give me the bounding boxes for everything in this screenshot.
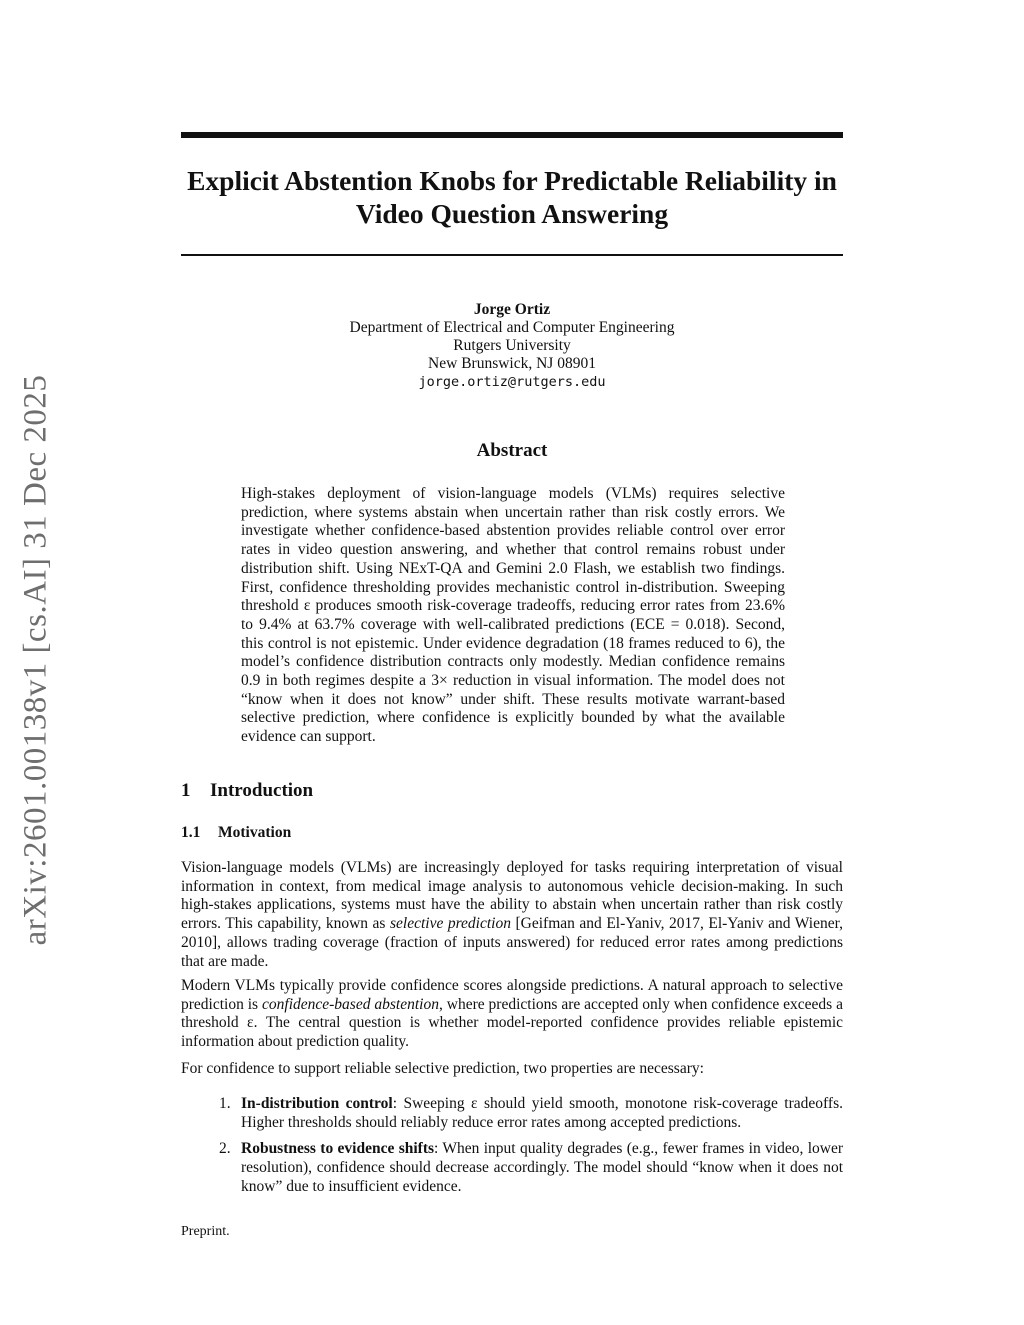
emphasis-selective-prediction: selective prediction: [389, 915, 511, 933]
abstract-heading: Abstract: [476, 440, 548, 461]
list-marker: 1.: [219, 1095, 231, 1112]
section-heading-introduction: [181, 780, 313, 802]
subsection-title: Motivation: [218, 824, 292, 841]
paper-title: Explicit Abstention Knobs for Predictable Reliability in Video Question Answering: [187, 165, 837, 229]
emphasis-confidence-based-abstention: confidence-based abstention: [262, 995, 439, 1013]
author-address: New Brunswick, NJ 08901: [428, 355, 596, 372]
author-name: Jorge Ortiz: [473, 301, 551, 318]
arxiv-identifier-stamp: arXiv:2601.00138v1 [cs.AI] 31 Dec 2025: [17, 374, 54, 946]
list-marker: 2.: [219, 1140, 231, 1158]
list-item: [181, 1140, 843, 1196]
subsection-heading-motivation: [181, 824, 291, 842]
author-block: [181, 301, 843, 391]
preprint-footer: Preprint.: [181, 1224, 230, 1239]
title-bottom-rule: [181, 254, 843, 256]
intro-paragraph-2: Modern VLMs typically provide confidence scores alongside predictions. A natural approach to selective prediction is confidence-based abstention, where predictions are accepted only when confidence exceeds a threshold ε. The central question is whether model-reported confidence provides reliable epistemic information about prediction quality.: [181, 977, 843, 1051]
list-item-text: : Sweeping ε should yield smooth, monotone risk-coverage tradeoffs. Higher thresholds should reliably reduce error rates among accepted predictions.: [241, 1095, 843, 1131]
list-item-term: In-distribution control: [241, 1095, 393, 1112]
author-department: Department of Electrical and Computer Engineering: [349, 319, 675, 336]
list-item-term: Robustness to evidence shifts: [241, 1140, 435, 1158]
properties-list: [181, 1095, 843, 1205]
list-item-text: : When input quality degrades (e.g., fewer frames in video, lower resolution), confidence should decrease accordingly. The model should “know when it does not know” due to insufficient evidence.: [241, 1140, 843, 1195]
title-top-rule: [181, 132, 843, 138]
intro-paragraph-3: For confidence to support reliable selective prediction, two properties are necessary:: [181, 1060, 704, 1077]
list-item: [181, 1095, 843, 1132]
abstract-text: High-stakes deployment of vision-language models (VLMs) requires selective prediction, where systems abstain when uncertain rather than risk costly errors. We investigate whether confidence-based abstention provides reliable control over error rates in video question answering, and whether that control remains robust under distribution shift. Using NExT-QA and Gemini 2.0 Flash, we establish two findings. First, confidence thresholding provides mechanistic control in-distribution. Sweeping threshold ε produces smooth risk-coverage tradeoffs, reducing error rates from 23.6% to 9.4% at 63.7% coverage with well-calibrated predictions (ECE = 0.018). Second, this control is not epistemic. Under evidence degradation (18 frames reduced to 6), the model’s confidence distribution contracts only modestly. Median confidence remains 0.9 in both regimes despite a 3× reduction in visual information. The model does not “know when it does not know” under shift. These results motivate warrant-based selective prediction, where confidence is explicitly bounded by what the available evidence can support.: [241, 485, 785, 746]
citation-text: [Geifman and El-Yaniv, 2017, El-Yaniv and Wiener, 2010], allows trading coverage (fraction of inputs answered) for reduced error rates among predictions that are made.: [181, 915, 843, 970]
subsection-number: 1.1: [181, 824, 201, 841]
intro-paragraph-1: Vision-language models (VLMs) are increasingly deployed for tasks requiring interpretation of visual information in context, from medical image analysis to autonomous vehicle decision-making. In such high-stakes applications, systems must have the ability to abstain when uncertain rather than risk costly errors. This capability, known as selective prediction [Geifman and El-Yaniv, 2017, El-Yaniv and Wiener, 2010], allows trading coverage (fraction of inputs answered) for reduced error rates among predictions that are made.: [181, 859, 843, 970]
author-university: Rutgers University: [453, 337, 571, 354]
section-number: 1: [181, 780, 191, 801]
author-email[interactable]: jorge.ortiz@rutgers.edu: [418, 374, 606, 390]
section-title: Introduction: [210, 780, 314, 801]
